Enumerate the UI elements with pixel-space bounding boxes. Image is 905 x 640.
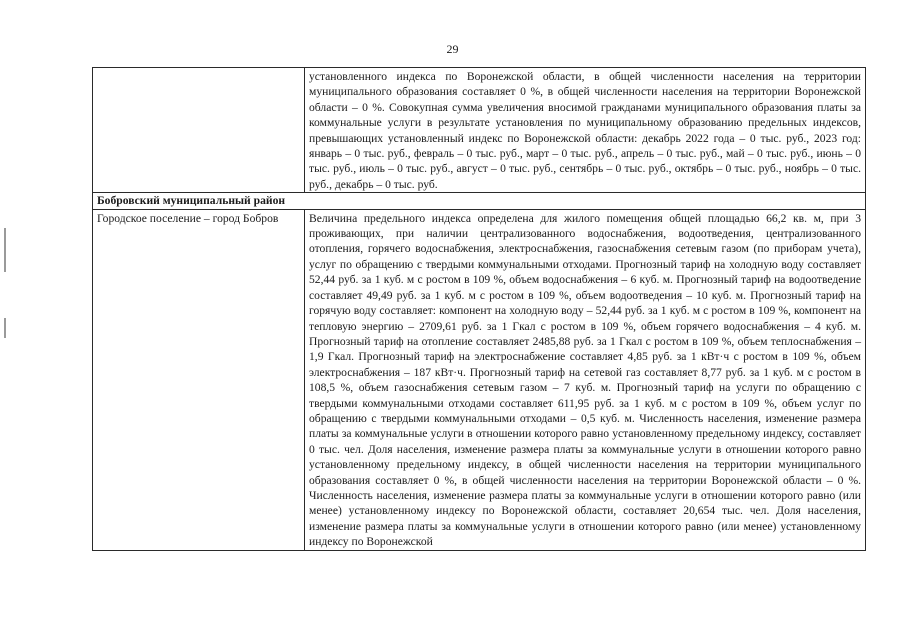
settlement-name: Городское поселение – город Бобров (93, 209, 305, 550)
continuation-cell: установленного индекса по Воронежской области, в общей численности населения на территории муниципального образования составляет 0 %, в общей численности населения на территории Воронежской области – 0 %. Совокупная сумма увеличения вносимой гражданами муниципального образования платы за коммунальные услуги в результате установления по муниципальному образованию предельных индексов, превышающих установленный индекс по Воронежской области: декабрь 2022 года – 0 тыс. руб., 2023 год: январь – 0 тыс. руб., февраль – 0 тыс. руб., март – 0 тыс. руб., апрель – 0 тыс. руб., май – 0 тыс. руб., июнь – 0 тыс. руб., июль – 0 тыс. руб., август – 0 тыс. руб., сентябрь – 0 тыс. руб., октябрь – 0 тыс. руб., ноябрь – 0 тыс. руб., декабрь – 0 тыс. руб. (305, 68, 866, 193)
tariff-table (92, 67, 866, 551)
scan-margin-mark (4, 318, 6, 338)
section-heading: Бобровский муниципальный район (93, 193, 866, 209)
settlement-description: Величина предельного индекса определена для жилого помещения общей площадью 66,2 кв. м, при 3 проживающих, при наличии централизованного водоснабжения, водоотведения, централизованного отопления, горячего водоснабжения, электроснабжения, газоснабжения сетевым газом (по приборам учета), услуг по обращению с твердыми коммунальными отходами. Прогнозный тариф на холодную воду составляет 52,44 руб. за 1 куб. м с ростом в 109 %, объем водоснабжения – 6 куб. м. Прогнозный тариф на водоотведение составляет 49,49 руб. за 1 куб. м с ростом в 109 %, объем водоотведения – 10 куб. м. Прогнозный тариф на горячую воду составляет: компонент на холодную воду – 52,44 руб. за 1 куб. м с ростом в 109 %, компонент на тепловую энергию – 2709,61 руб. за 1 Гкал с ростом в 109 %, объем горячего водоснабжения – 4 куб. м. Прогнозный тариф на отопление составляет 2485,88 руб. за 1 Гкал с ростом в 109 %, объем теплоснабжения – 1,9 Гкал. Прогнозный тариф на электроснабжение составляет 4,85 руб. за 1 кВт·ч с ростом в 109 %, объем электроснабжения – 187 кВт·ч. Прогнозный тариф на сетевой газ составляет 8,77 руб. за 1 куб. м с ростом в 108,5 %, объем газоснабжения сетевым газом – 7 куб. м. Прогнозный тариф на услуги по обращению с твердыми коммунальными отходами составляет 611,95 руб. за 1 куб. м с ростом в 109 %, объем услуг по обращению с твердыми коммунальными отходами – 0,5 куб. м. Численность населения, изменение размера платы за коммунальные услуги в отношении которого равно установленному предельному индексу, составляет 0 тыс. чел. Доля населения, изменение размера платы за коммунальные услуги в отношении которого равно установленному предельному индексу, в общей численности населения на территории муниципального образования составляет 0 %, в общей численности населения на территории Воронежской области – 0 %. Численность населения, изменение размера платы за коммунальные услуги в отношении которого равно (или менее) установленному индексу по Воронежской области, составляет 20,654 тыс. чел. Доля населения, изменение размера платы за коммунальные услуги в отношении которого равно (или менее) установленному индексу по Воронежской (305, 209, 866, 550)
section-heading-row (93, 193, 866, 209)
table-row (93, 209, 866, 550)
table-row (93, 68, 866, 193)
page-number: 29 (446, 42, 459, 56)
empty-cell (93, 68, 305, 193)
scan-margin-mark (4, 228, 6, 272)
